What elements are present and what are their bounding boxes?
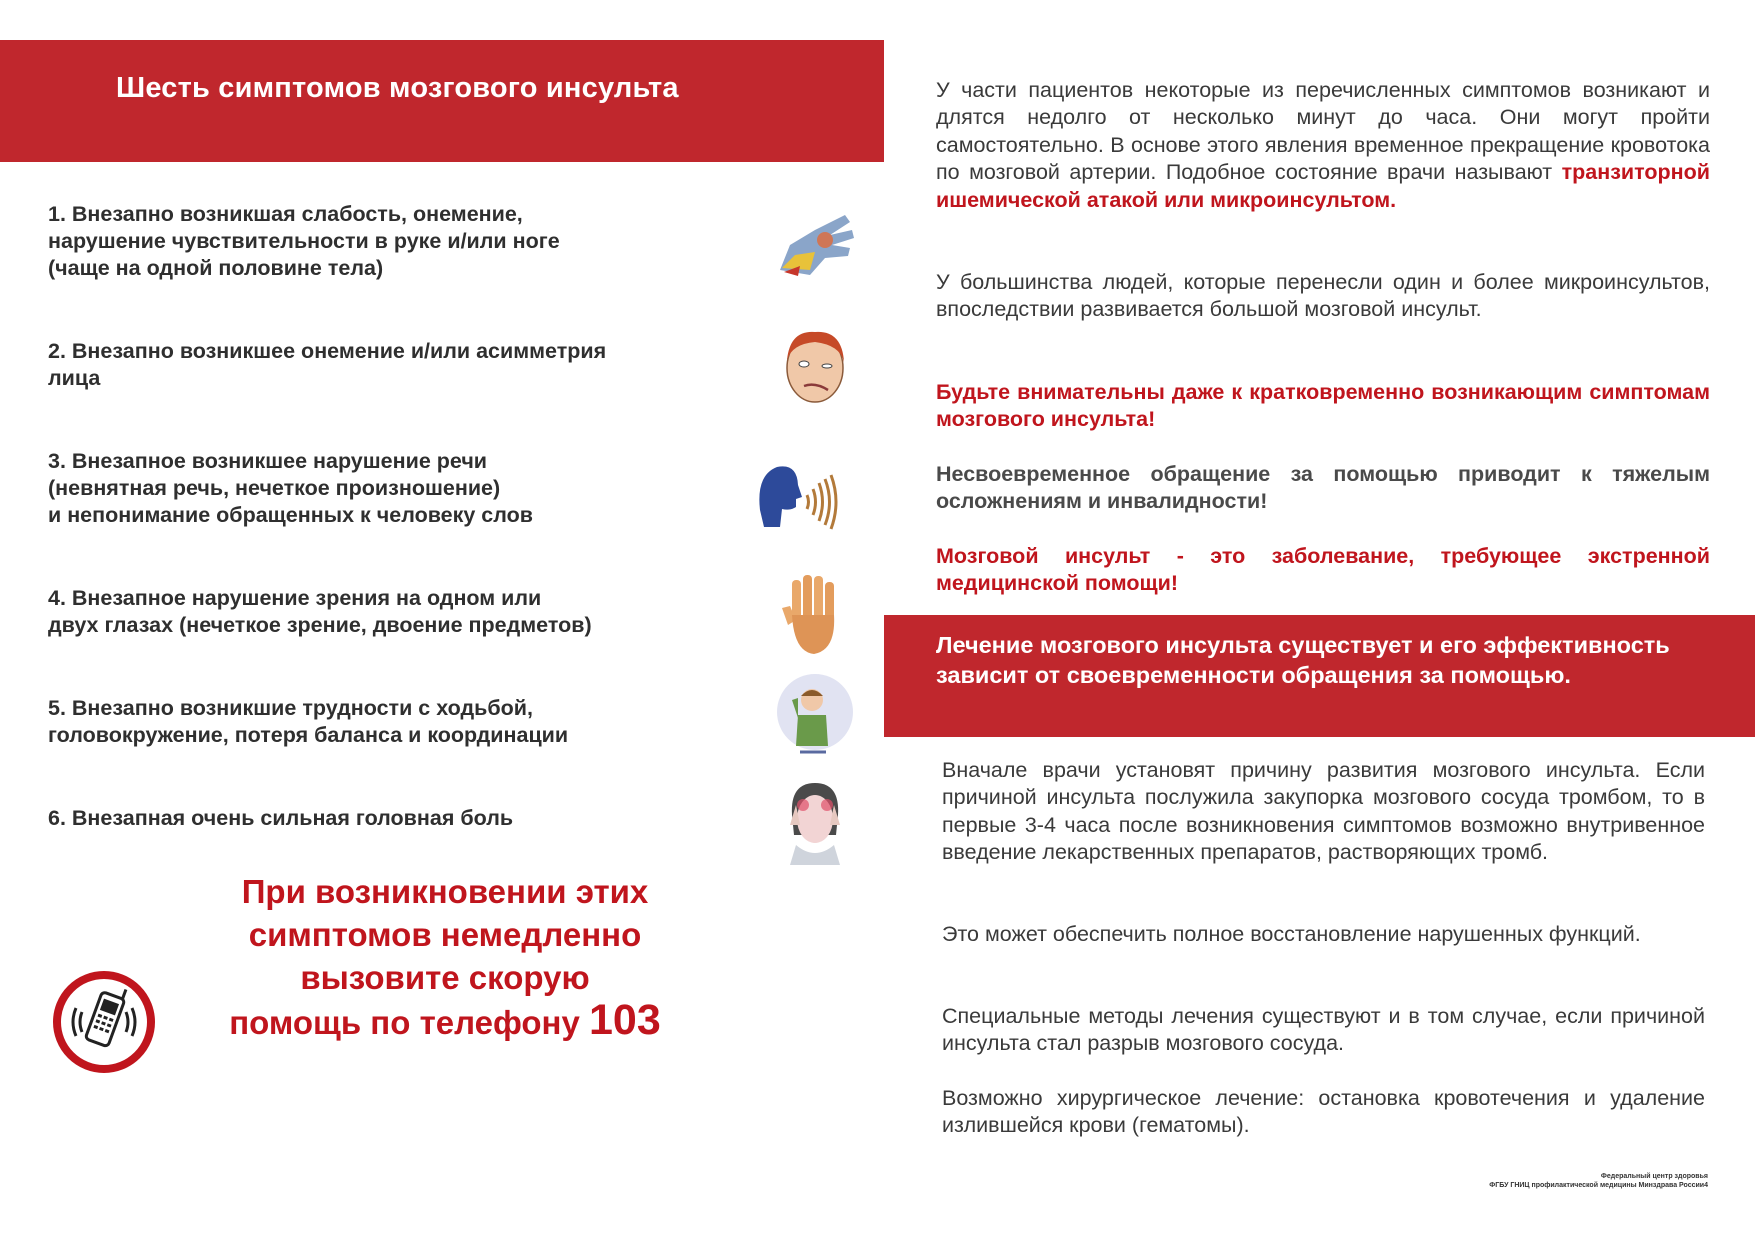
speech-icon (752, 455, 842, 545)
left-title-banner (0, 40, 884, 162)
call-to-action (180, 870, 710, 1044)
paragraph-tia-text: У части пациентов некоторые из перечисленных симптомов возникают и длятся недолго от несколько минут до часа. Они могут пройти самостоятельно. В основе этого явления временное прекращение кровотока по мозговой артерии. Подобное состояние врачи называют (936, 78, 1710, 185)
paragraph-microstroke: У большинства людей, которые перенесли один и более микроинсультов, впоследствии развивается большой мозговой инсульт. (936, 270, 1710, 322)
warning-emergency: Мозговой инсульт - это заболевание, требующее экстренной медицинской помощи! (936, 544, 1710, 596)
emergency-number: 103 (589, 996, 661, 1044)
treatment-banner-text: Лечение мозгового инсульта существует и его эффективность зависит от своевременности обращения за помощью. (936, 632, 1670, 688)
footer-line-2: ФГБУ ГНИЦ профилактической медицины Минздрава России4 (1489, 1182, 1708, 1189)
symptom-2: 2. Внезапно возникшее онемение и/или асимметрия лица (48, 339, 607, 390)
symptom-4: 4. Внезапное нарушение зрения на одном или двух глазах (нечеткое зрение, двоение предметов) (48, 586, 592, 637)
dizziness-icon (770, 670, 860, 760)
symptom-1: 1. Внезапно возникшая слабость, онемение, нарушение чувствительности в руке и/или ноге (чаще на одной половине тела) (48, 202, 560, 280)
call-text: При возникновении этих симптомов немедленно вызовите скорую помощь по телефону (229, 873, 649, 1041)
tia-highlight: транзиторной ишемической атакой или микроинсультом. (936, 160, 1710, 212)
symptom-5: 5. Внезапно возникшие трудности с ходьбой, головокружение, потеря баланса и координации (48, 696, 569, 747)
symptom-3: 3. Внезапное возникшее нарушение речи (невнятная речь, нечеткое произношение) и непонимание обращенных к человеку слов (48, 449, 533, 527)
left-title: Шесть симптомов мозгового инсульта (116, 72, 679, 104)
treatment-banner (884, 615, 1755, 737)
symptom-6: 6. Внезапная очень сильная головная боль (48, 806, 514, 830)
hand-numbness-icon (770, 200, 860, 290)
blurred-hand-icon (770, 570, 860, 660)
paragraph-thrombus: Вначале врачи установят причину развития мозгового инсульта. Если причиной инсульта послужила закупорка мозгового сосуда тромбом, то в первые 3-4 часа после возникновения симптомов возможно внутривенное введение лекарственных препаратов, растворяющих тромб. (942, 758, 1705, 865)
paragraph-recovery: Это может обеспечить полное восстановление нарушенных функций. (942, 922, 1641, 946)
paragraph-tia (936, 77, 1710, 214)
footer-credit (1380, 1172, 1708, 1190)
paragraph-surgery: Возможно хирургическое лечение: остановка кровотечения и удаление излившейся крови (гематомы). (942, 1086, 1705, 1138)
headache-icon (770, 775, 860, 865)
footer-line-1: Федеральный центр здоровья (1600, 1173, 1708, 1180)
paragraph-rupture: Специальные методы лечения существуют и в том случае, если причиной инсульта стал разрыв мозгового сосуда. (942, 1004, 1705, 1056)
mobile-phone-icon (52, 970, 156, 1074)
warning-complications: Несвоевременное обращение за помощью приводит к тяжелым осложнениям и инвалидности! (936, 462, 1710, 514)
warning-attention: Будьте внимательны даже к кратковременно возникающим симптомам мозгового инсульта! (936, 380, 1710, 432)
face-asymmetry-icon (770, 320, 860, 410)
